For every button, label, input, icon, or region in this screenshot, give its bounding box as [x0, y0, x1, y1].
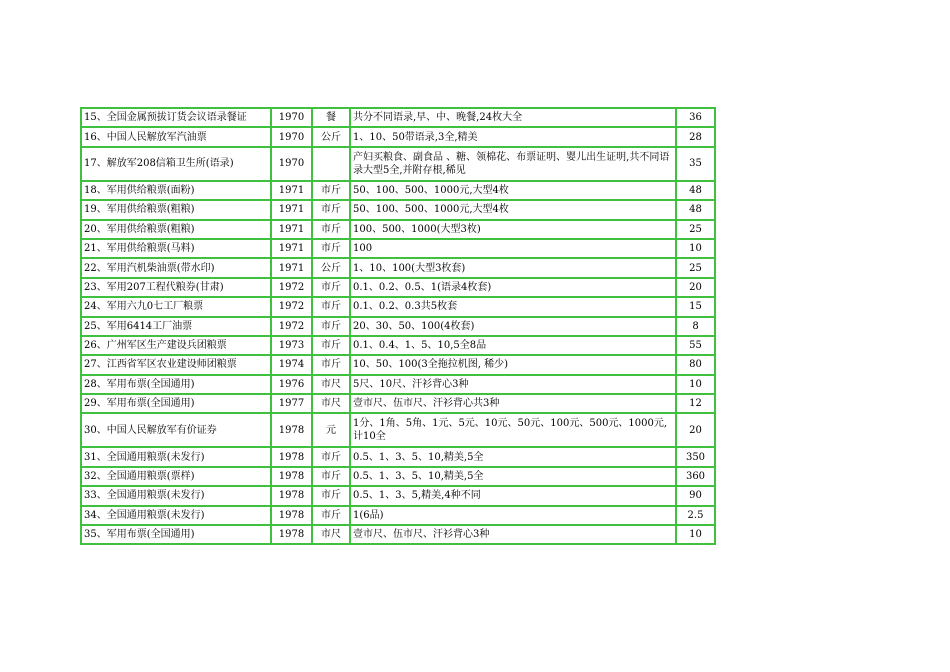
table-row [81, 467, 715, 486]
unit-cell: 市斤 [312, 220, 350, 239]
unit-cell: 元 [312, 413, 350, 447]
description-cell: 1、10、50带语录,3全,精美 [350, 127, 676, 146]
year-cell: 1970 [271, 108, 312, 127]
table-row [81, 394, 715, 413]
year-cell: 1973 [271, 336, 312, 355]
item-name-cell: 26、广州军区生产建设兵团粮票 [81, 336, 271, 355]
item-name-cell: 31、全国通用粮票(未发行) [81, 447, 271, 466]
table-row [81, 258, 715, 277]
description-cell: 0.1、0.4、1、5、10,5全8品 [350, 336, 676, 355]
description-cell: 100、500、1000(大型3枚) [350, 220, 676, 239]
unit-cell: 市斤 [312, 239, 350, 258]
item-name-cell: 19、军用供给粮票(粗粮) [81, 200, 271, 219]
unit-cell: 市斤 [312, 355, 350, 374]
description-cell: 壹市尺、伍市尺、汗衫背心共3种 [350, 394, 676, 413]
description-cell: 100 [350, 239, 676, 258]
description-cell: 0.5、1、3、5,精美,4种不同 [350, 486, 676, 505]
description-cell: 0.1、0.2、0.3共5枚套 [350, 297, 676, 316]
description-cell: 1(6品) [350, 506, 676, 525]
item-name-cell: 25、军用6414工厂油票 [81, 317, 271, 336]
year-cell: 1971 [271, 181, 312, 200]
table-row [81, 147, 715, 181]
unit-cell: 市斤 [312, 506, 350, 525]
price-cell: 35 [676, 147, 715, 181]
year-cell: 1971 [271, 239, 312, 258]
year-cell: 1971 [271, 220, 312, 239]
year-cell: 1974 [271, 355, 312, 374]
description-cell: 20、30、50、100(4枚套) [350, 317, 676, 336]
price-cell: 55 [676, 336, 715, 355]
year-cell: 1978 [271, 413, 312, 447]
item-name-cell: 28、军用布票(全国通用) [81, 375, 271, 394]
description-cell: 共分不同语录,早、中、晚餐,24枚大全 [350, 108, 676, 127]
description-cell: 0.5、1、3、5、10,精美,5全 [350, 447, 676, 466]
item-name-cell: 24、军用六九0七工厂粮票 [81, 297, 271, 316]
unit-cell: 市斤 [312, 467, 350, 486]
item-name-cell: 30、中国人民解放军有价证券 [81, 413, 271, 447]
item-name-cell: 35、军用布票(全国通用) [81, 525, 271, 544]
price-cell: 12 [676, 394, 715, 413]
unit-cell: 市斤 [312, 181, 350, 200]
item-name-cell: 29、军用布票(全国通用) [81, 394, 271, 413]
description-cell: 50、100、500、1000元,大型4枚 [350, 181, 676, 200]
item-name-cell: 20、军用供给粮票(粗粮) [81, 220, 271, 239]
table-row [81, 239, 715, 258]
unit-cell: 公斤 [312, 258, 350, 277]
table-row [81, 108, 715, 127]
year-cell: 1978 [271, 525, 312, 544]
unit-cell: 市尺 [312, 394, 350, 413]
item-name-cell: 33、全国通用粮票(未发行) [81, 486, 271, 505]
description-cell: 产妇买粮食、副食品 、糖、领棉花、布票证明、婴儿出生证明,共不同语录大型5全,并附存根,稀见 [350, 147, 676, 181]
description-cell: 50、100、500、1000元,大型4枚 [350, 200, 676, 219]
table-row [81, 355, 715, 374]
year-cell: 1977 [271, 394, 312, 413]
year-cell: 1972 [271, 317, 312, 336]
description-cell: 1分、1角、5角、1元、5元、10元、50元、100元、500元、1000元,计10全 [350, 413, 676, 447]
table-row [81, 317, 715, 336]
description-cell: 0.5、1、3、5、10,精美,5全 [350, 467, 676, 486]
price-cell: 360 [676, 467, 715, 486]
item-name-cell: 27、江西省军区农业建设师团粮票 [81, 355, 271, 374]
table-row [81, 297, 715, 316]
price-cell: 48 [676, 181, 715, 200]
item-name-cell: 18、军用供给粮票(面粉) [81, 181, 271, 200]
item-name-cell: 22、军用汽机柴油票(带水印) [81, 258, 271, 277]
price-cell: 10 [676, 375, 715, 394]
price-cell: 10 [676, 525, 715, 544]
table-row [81, 220, 715, 239]
year-cell: 1978 [271, 447, 312, 466]
year-cell: 1972 [271, 297, 312, 316]
item-name-cell: 23、军用207工程代粮券(甘肃) [81, 278, 271, 297]
price-cell: 25 [676, 220, 715, 239]
table-row [81, 525, 715, 544]
table-row [81, 486, 715, 505]
price-cell: 36 [676, 108, 715, 127]
unit-cell: 餐 [312, 108, 350, 127]
price-cell: 48 [676, 200, 715, 219]
year-cell: 1976 [271, 375, 312, 394]
year-cell: 1978 [271, 506, 312, 525]
table-row [81, 447, 715, 466]
table-row [81, 413, 715, 447]
item-name-cell: 16、中国人民解放军汽油票 [81, 127, 271, 146]
description-cell: 1、10、100(大型3枚套) [350, 258, 676, 277]
item-name-cell: 21、军用供给粮票(马料) [81, 239, 271, 258]
price-cell: 2.5 [676, 506, 715, 525]
price-list-table [80, 107, 716, 545]
unit-cell: 市尺 [312, 375, 350, 394]
unit-cell: 市斤 [312, 278, 350, 297]
table-row [81, 375, 715, 394]
unit-cell: 市斤 [312, 200, 350, 219]
price-cell: 8 [676, 317, 715, 336]
table-row [81, 278, 715, 297]
table-row [81, 336, 715, 355]
item-name-cell: 34、全国通用粮票(未发行) [81, 506, 271, 525]
description-cell: 壹市尺、伍市尺、汗衫背心3种 [350, 525, 676, 544]
year-cell: 1972 [271, 278, 312, 297]
description-cell: 10、50、100(3全拖拉机图, 稀少) [350, 355, 676, 374]
price-cell: 28 [676, 127, 715, 146]
unit-cell [312, 147, 350, 181]
unit-cell: 市斤 [312, 447, 350, 466]
price-cell: 10 [676, 239, 715, 258]
year-cell: 1970 [271, 127, 312, 146]
price-cell: 20 [676, 278, 715, 297]
table-row [81, 127, 715, 146]
price-list-body [81, 108, 715, 544]
item-name-cell: 17、解放军208信箱卫生所(语录) [81, 147, 271, 181]
year-cell: 1970 [271, 147, 312, 181]
year-cell: 1971 [271, 258, 312, 277]
price-cell: 90 [676, 486, 715, 505]
price-cell: 15 [676, 297, 715, 316]
description-cell: 0.1、0.2、0.5、1(语录4枚套) [350, 278, 676, 297]
price-cell: 350 [676, 447, 715, 466]
table-row [81, 181, 715, 200]
table-row [81, 200, 715, 219]
price-cell: 25 [676, 258, 715, 277]
unit-cell: 市斤 [312, 336, 350, 355]
unit-cell: 市斤 [312, 297, 350, 316]
year-cell: 1978 [271, 467, 312, 486]
unit-cell: 公斤 [312, 127, 350, 146]
unit-cell: 市尺 [312, 525, 350, 544]
year-cell: 1971 [271, 200, 312, 219]
price-cell: 20 [676, 413, 715, 447]
unit-cell: 市斤 [312, 317, 350, 336]
description-cell: 5尺、10尺、汗衫背心3种 [350, 375, 676, 394]
item-name-cell: 15、全国金属预拔订货会议语录餐证 [81, 108, 271, 127]
unit-cell: 市斤 [312, 486, 350, 505]
table-row [81, 506, 715, 525]
year-cell: 1978 [271, 486, 312, 505]
item-name-cell: 32、全国通用粮票(票样) [81, 467, 271, 486]
price-cell: 80 [676, 355, 715, 374]
